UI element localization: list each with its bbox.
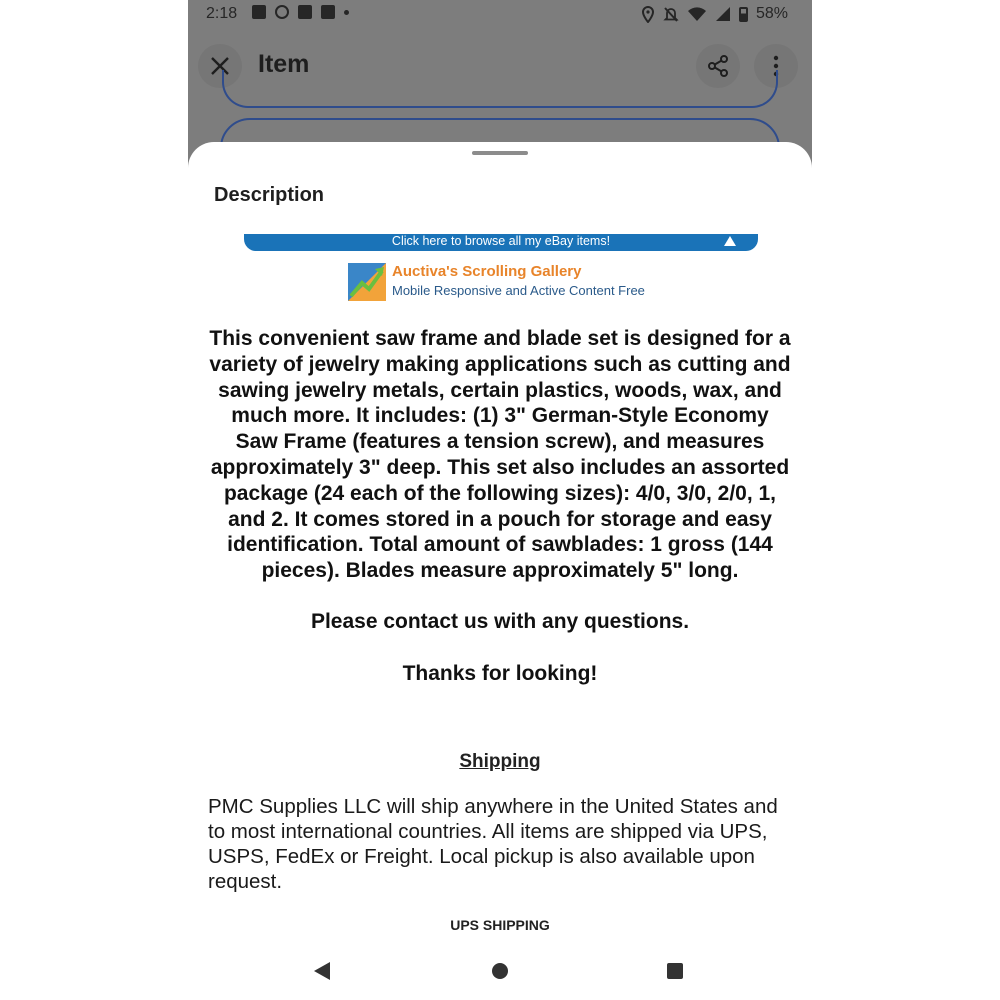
thanks-text: Thanks for looking!: [402, 662, 598, 685]
item-description: [208, 326, 792, 584]
system-nav-bar: [188, 950, 812, 1000]
gallery-name: Auctiva's Scrolling Gallery: [392, 263, 582, 280]
browse-items-link[interactable]: [244, 234, 758, 251]
wifi-icon: [687, 6, 707, 22]
message-icon: [321, 5, 335, 19]
notification-icons: [252, 5, 349, 19]
shipping-text: PMC Supplies LLC will ship anywhere in the United States and to most international countries. All items are shipped via UPS, USPS, FedEx or Freight. Local pickup is also available upon request.: [208, 795, 778, 893]
whatsapp-icon: [275, 5, 289, 19]
dot-icon: [344, 10, 349, 15]
system-icons: [641, 5, 788, 23]
image-icon: [252, 5, 266, 19]
status-time: 2:18: [206, 5, 238, 22]
contact-text: Please contact us with any questions.: [310, 610, 690, 633]
gallery-subtitle: Mobile Responsive and Active Content Free: [392, 283, 645, 298]
arrow-up-icon: [724, 236, 736, 246]
message-icon: [298, 5, 312, 19]
ups-shipping-heading: UPS SHIPPING: [450, 917, 550, 933]
description-sheet: [188, 142, 812, 1000]
battery-icon: [739, 7, 748, 22]
nav-back-button[interactable]: [314, 962, 330, 980]
battery-percent: 58%: [755, 5, 788, 22]
sheet-title: Description: [214, 184, 325, 206]
sheet-drag-handle[interactable]: [472, 151, 528, 155]
mute-icon: [663, 6, 679, 23]
location-icon: [641, 6, 655, 23]
nav-recents-button[interactable]: [667, 963, 683, 979]
background-button: [222, 70, 778, 108]
signal-icon: [715, 6, 731, 22]
phone-screen: [188, 0, 812, 1000]
page-title: Item: [258, 50, 310, 78]
browse-items-text: Click here to browse all my eBay items!: [391, 234, 611, 248]
auctiva-logo-icon: [348, 263, 386, 301]
description-text: This convenient saw frame and blade set is designed for a variety of jewelry making applications such as cutting and sawing jewelry metals, certain plastics, woods, wax, and much more. It includes: (1) 3" German-Style Economy Saw Frame (features a tension screw), and measures approximately 3" deep. This set also includes an assorted package (24 each of the following sizes): 4/0, 3/0, 2/0, 1, and 2. It comes stored in a pouch for storage and easy identification. Total amount of sawblades: 1 gross (144 pieces). Blades measure approximately 5" long.: [209, 327, 791, 583]
nav-home-button[interactable]: [492, 963, 508, 979]
status-bar: [188, 0, 812, 30]
shipping-heading: Shipping: [459, 751, 541, 772]
